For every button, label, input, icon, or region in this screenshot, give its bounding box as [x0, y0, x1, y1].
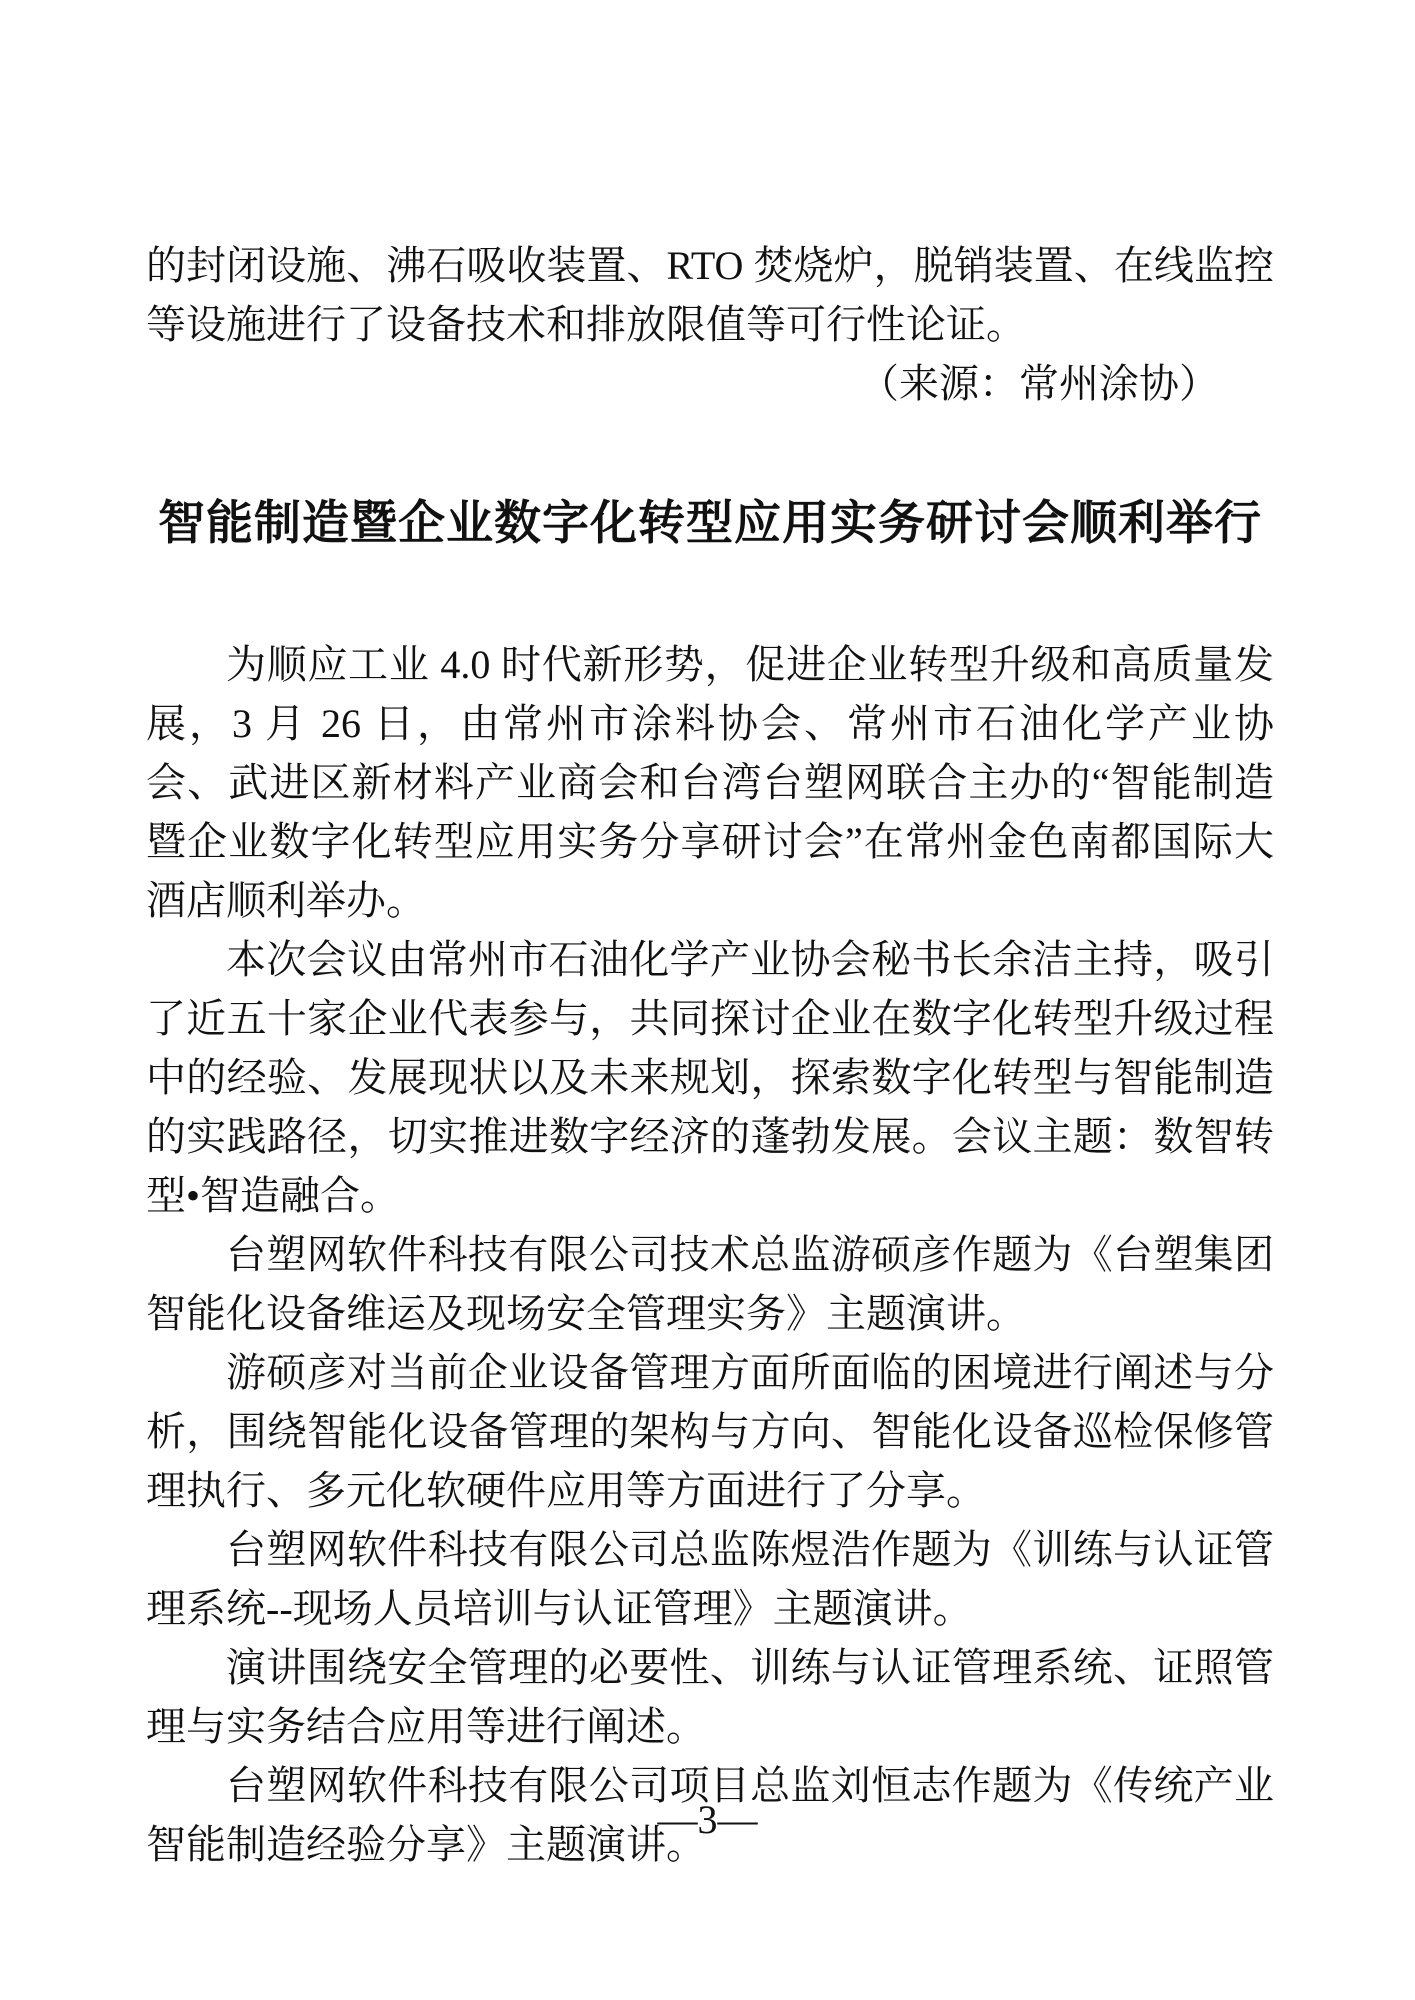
article-paragraph-6: 演讲围绕安全管理的必要性、训练与认证管理系统、证照管理与实务结合应用等进行阐述。 [146, 1645, 1274, 1749]
source-attribution: （来源：常州涂协） [859, 361, 1219, 406]
article-paragraph-7: 台塑网软件科技有限公司项目总监刘恒志作题为《传统产业智能制造经验分享》主题演讲。 [146, 1763, 1274, 1867]
article-paragraph-2: 本次会议由常州市石油化学产业协会秘书长余洁主持，吸引了近五十家企业代表参与，共同探讨企业在数字化转型升级过程中的经验、发展现状以及未来规划，探索数字化转型与智能制造的实践路径，切实推进数字经济的蓬勃发展。会议主题：数智转型•智造融合。 [146, 937, 1274, 1218]
article-paragraph-5: 台塑网软件科技有限公司总监陈煜浩作题为《训练与认证管理系统--现场人员培训与认证管理》主题演讲。 [146, 1527, 1274, 1631]
page-number: —3— [657, 1797, 758, 1842]
article-title: 智能制造暨企业数字化转型应用实务研讨会顺利举行 [158, 498, 1262, 550]
article-paragraph-3: 台塑网软件科技有限公司技术总监游硕彦作题为《台塑集团智能化设备维运及现场安全管理实务》主题演讲。 [146, 1232, 1274, 1336]
article-paragraph-4: 游硕彦对当前企业设备管理方面所面临的困境进行阐述与分析，围绕智能化设备管理的架构与方向、智能化设备巡检保修管理执行、多元化软硬件应用等方面进行了分享。 [146, 1350, 1274, 1513]
article-paragraph-1: 为顺应工业 4.0 时代新形势，促进企业转型升级和高质量发展，3 月 26 日，由常州市涂料协会、常州市石油化学产业协会、武进区新材料产业商会和台湾台塑网联合主办的“智能制造暨企业数字化转型应用实务分享研讨会”在常州金色南都国际大酒店顺利举办。 [146, 642, 1274, 923]
continuation-paragraph: 的封闭设施、沸石吸收装置、RTO 焚烧炉，脱销装置、在线监控等设施进行了设备技术和排放限值等可行性论证。 [146, 243, 1274, 347]
page-content [146, 236, 1274, 1874]
